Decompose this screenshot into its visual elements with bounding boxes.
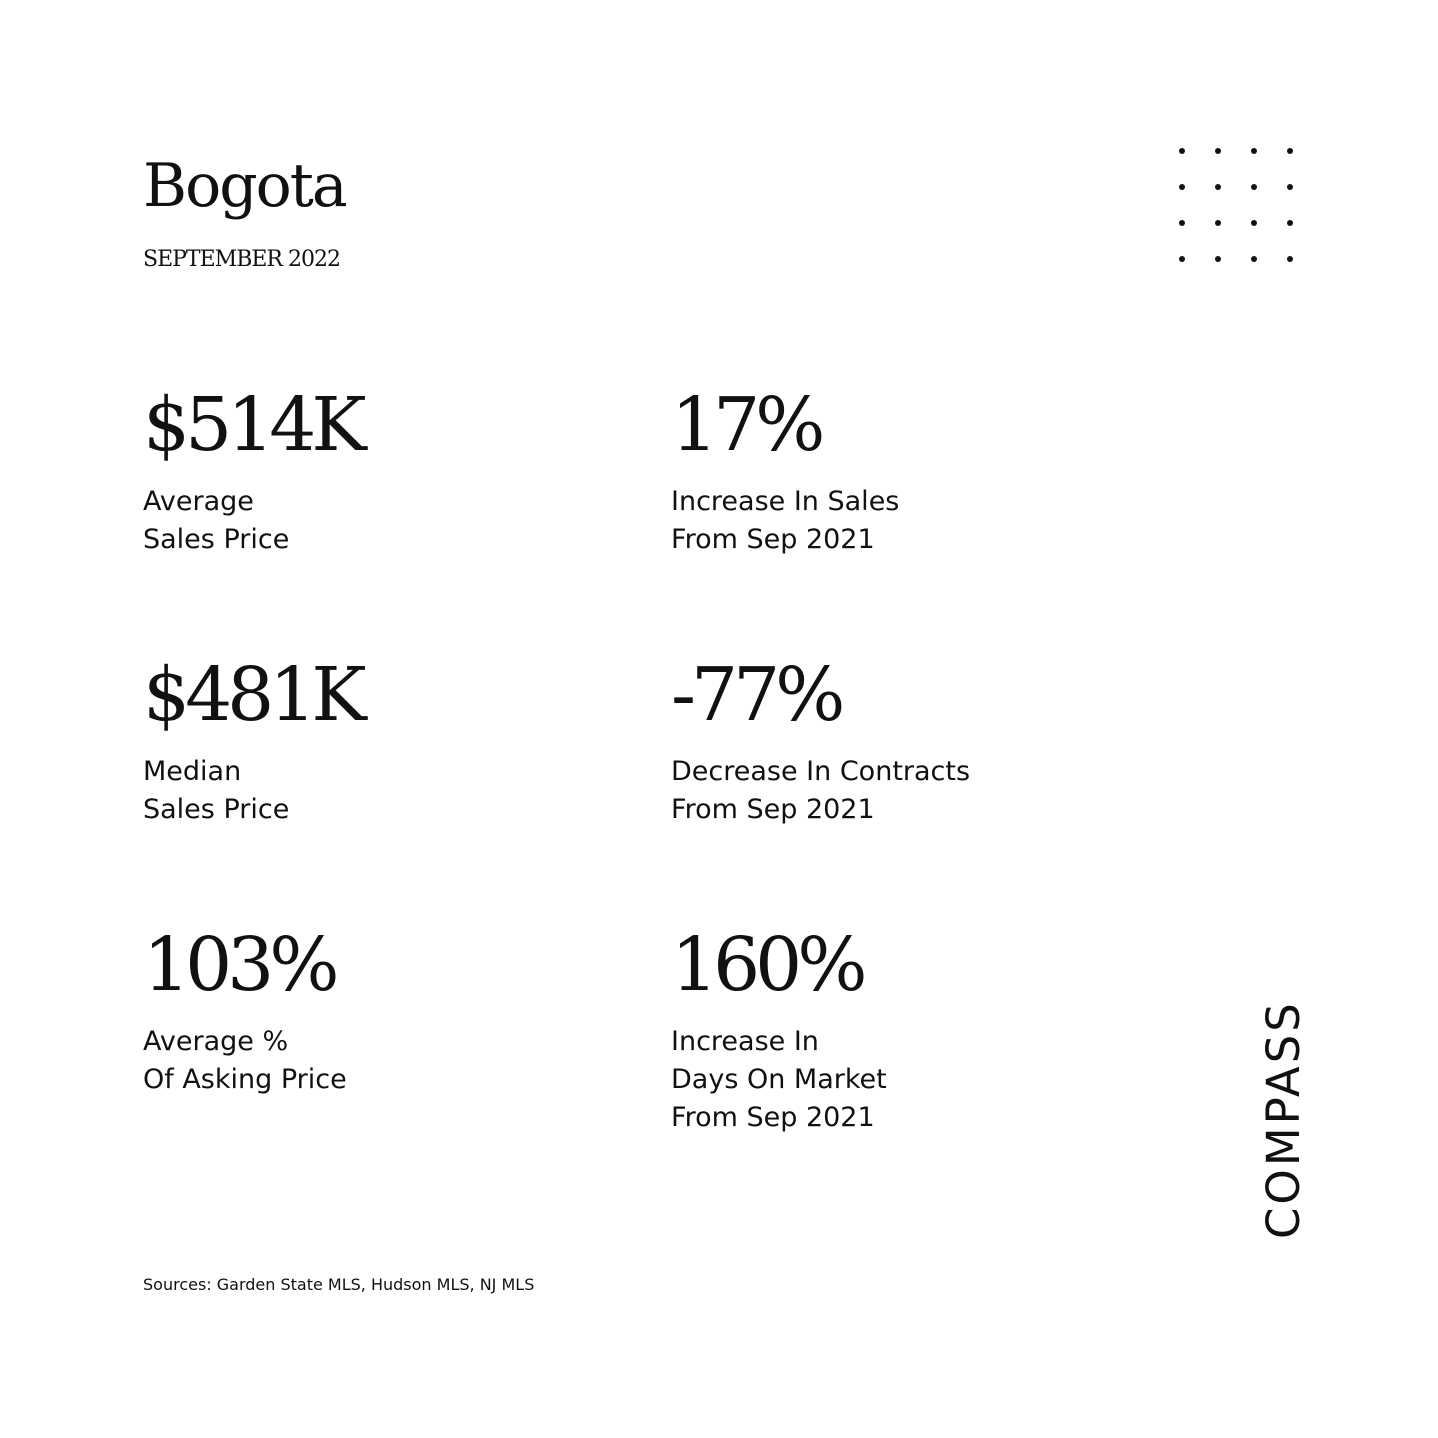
dot bbox=[1287, 148, 1293, 154]
stat-contracts-change bbox=[671, 650, 1151, 829]
dot bbox=[1179, 184, 1185, 190]
stat-label: Average % Of Asking Price bbox=[143, 1026, 347, 1095]
stat-value: 160% bbox=[671, 922, 863, 1008]
stat-label: Increase In Days On Market From Sep 2021 bbox=[671, 1026, 887, 1133]
sources-note: Sources: Garden State MLS, Hudson MLS, NJ MLS bbox=[143, 1275, 535, 1294]
stat-label: Decrease In Contracts From Sep 2021 bbox=[671, 756, 971, 825]
dot bbox=[1251, 256, 1257, 262]
dot bbox=[1287, 220, 1293, 226]
stat-label: Median Sales Price bbox=[143, 756, 290, 825]
dot bbox=[1251, 148, 1257, 154]
report-date: SEPTEMBER 2022 bbox=[143, 247, 340, 272]
stat-label: Average Sales Price bbox=[143, 486, 290, 555]
stat-sales-change bbox=[671, 380, 1151, 559]
dot bbox=[1179, 148, 1185, 154]
dot bbox=[1287, 256, 1293, 262]
stat-value: 103% bbox=[143, 922, 335, 1008]
stat-median-sales-price bbox=[143, 650, 623, 829]
dot bbox=[1215, 220, 1221, 226]
dot bbox=[1179, 256, 1185, 262]
dot bbox=[1251, 220, 1257, 226]
dot bbox=[1215, 256, 1221, 262]
stat-days-on-market-change bbox=[671, 920, 1151, 1137]
dot bbox=[1215, 148, 1221, 154]
dot bbox=[1215, 184, 1221, 190]
compass-logo: COMPASS bbox=[1257, 1000, 1310, 1239]
stat-label: Increase In Sales From Sep 2021 bbox=[671, 486, 900, 555]
page-title: Bogota bbox=[143, 151, 346, 221]
stat-value: -77% bbox=[671, 652, 841, 738]
dot bbox=[1287, 184, 1293, 190]
stat-value: $514K bbox=[143, 382, 362, 468]
dot-grid-icon bbox=[1172, 141, 1300, 269]
stat-value: $481K bbox=[143, 652, 362, 738]
stat-percent-of-asking bbox=[143, 920, 623, 1099]
stat-average-sales-price bbox=[143, 380, 623, 559]
dot bbox=[1251, 184, 1257, 190]
dot bbox=[1179, 220, 1185, 226]
stat-value: 17% bbox=[671, 382, 821, 468]
